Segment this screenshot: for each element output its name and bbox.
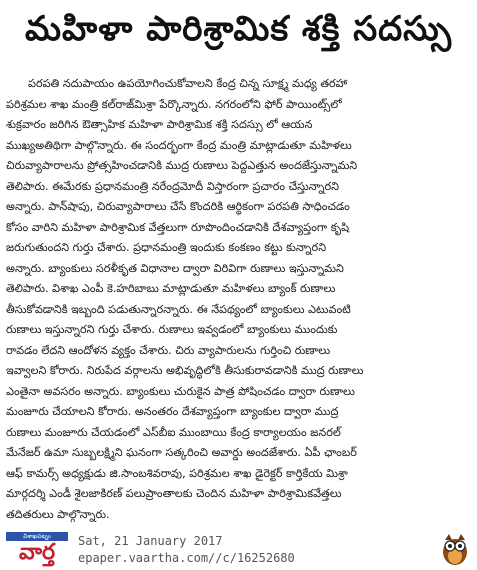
article-body (6, 74, 472, 526)
article-line: పరపతి నదుపాయం ఉపయోగించుకోవాలని కేంద్ర చిన్న సూక్ష్మ మధ్య తరహా (28, 77, 348, 90)
clipping-footer (0, 528, 477, 570)
article-line: అన్నారు. పాన్‌షాపు, చిరువ్యాపారాలు చేసే కొందరికి ఆర్థికంగా పరపతి సాధించడం (6, 200, 350, 213)
article-line: రుణాలు ఇస్తున్నారని గుర్తు చేశారు. రుణాలు ఇవ్వడంలో బ్యాంకులు ముందుకు (6, 323, 338, 336)
article-line: తీసుకోవడానికి ఇబ్బంది పడుతున్నారన్నారు. ఈ నేపథ్యంలో బ్యాంకులు ఎటువంటి (6, 302, 351, 316)
article-line: రుణాలు మంజూరు చేయడంలో ఎస్‌బీఐ ముంబాయి కేంద్ర కార్యాలయం జనరల్ (6, 425, 341, 439)
article-line: ముఖ్యఅతిథిగా పాల్గొన్నారు. ఈ సందర్భంగా కేంద్ర మంత్రి మాట్లాడుతూ మహిళలు (6, 138, 352, 152)
headline: మహిళా పారిశ్రామిక శక్తి సదస్సు (24, 9, 453, 49)
article-line: ఎంతైనా అవసరం అన్నారు. బ్యాంకులు చురుకైన పాత్ర పోషించడం ద్వారా రుణాలు (6, 384, 355, 398)
article-line: మేనేజర్ ఉమా సుబ్బలక్ష్మిని ఘనంగా సత్కరించి అవార్డు అందజేశారు. ఏపీ ఛాంబర్ (6, 446, 357, 459)
article-line: జరుగుతుందని గుర్తు చేశారు. ప్రధానమంత్రి ఇందుకు కంకణం కట్టు కున్నారని (6, 241, 327, 254)
publication-date: Sat, 21 January 2017 (78, 534, 223, 548)
article-line: ఇవ్వాలని కోరారు. నిరుపేద వర్గాలను అభివృద్ధిలోకి తీసుకురావడానికి ముద్ర రుణాలు (6, 364, 364, 377)
vaartha-logo (6, 532, 68, 566)
owl-mascot-icon (440, 532, 470, 566)
article-line: తదితరులు పాల్గొన్నారు. (6, 507, 110, 521)
article-line: రావడం లేదని ఆందోళన వ్యక్తం చేశారు. చిరు వ్యాపారులను గుర్తించి రుణాలు (6, 343, 331, 357)
article-line: పరిశ్రమల శాఖ మంత్రి కల్‌రాజ్‌మిశ్రా పేర్కొన్నారు. నగరంలోని ఫోర్ పాయింట్స్‌లో (6, 97, 342, 111)
article-line: తెలిపారు. విశాఖ ఎంపీ కె.హరిబాబు మాట్లాడుతూ మహిళలు బ్యాంక్ రుణాలు (6, 282, 336, 295)
article-line: మార్గదర్శి ఎండీ శైలజాకిరణ్ పలుప్రాంతాలకు చెందిన మహిళా పారిశ్రామికవేత్తలు (6, 487, 342, 500)
logo-edition-tag: విశాఖపట్నం (6, 532, 68, 541)
article-line: తెలిపారు. ఈమేరకు ప్రధానమంత్రి నరేంద్రమోదీ విస్తారంగా ప్రచారం చేస్తున్నారని (6, 179, 340, 193)
article-line: చిరువ్యాపారాలను ప్రోత్సహించడానికి ముద్ర రుణాలు పెద్దఎత్తున అందజేస్తున్నామని (6, 159, 358, 172)
article-line: ఆఫ్ కామర్స్ అధ్యక్షుడు జి.సాంబశివరావు, పరిశ్రమల శాఖ డైరెక్టర్ కార్తికేయ మిశ్రా (6, 466, 348, 480)
article-line: కోసం వారిని మహిళా పారిశ్రామిక వేత్తలుగా రూపొందించడానికి దేశవ్యాప్తంగా కృషి (6, 220, 350, 234)
article-line: మంజూరు చేయాలని కోరారు. అనంతరం దేశవ్యాప్తంగా బ్యాంకుల ద్వారా ముద్ర (6, 405, 339, 418)
logo-wordmark: వార్త (18, 540, 56, 565)
article-line: అన్నారు. బ్యాంకులు సరళీకృత విధానాల ద్వారా విరివిగా రుణాలు ఇస్తున్నామని (6, 261, 344, 275)
article-line: శుక్రవారం జరిగిన ఔత్సాహిక మహిళా పారిశ్రామిక శక్తి సదస్సు లో ఆయన (6, 118, 313, 131)
epaper-url[interactable]: epaper.vaartha.com//c/16252680 (78, 551, 295, 565)
